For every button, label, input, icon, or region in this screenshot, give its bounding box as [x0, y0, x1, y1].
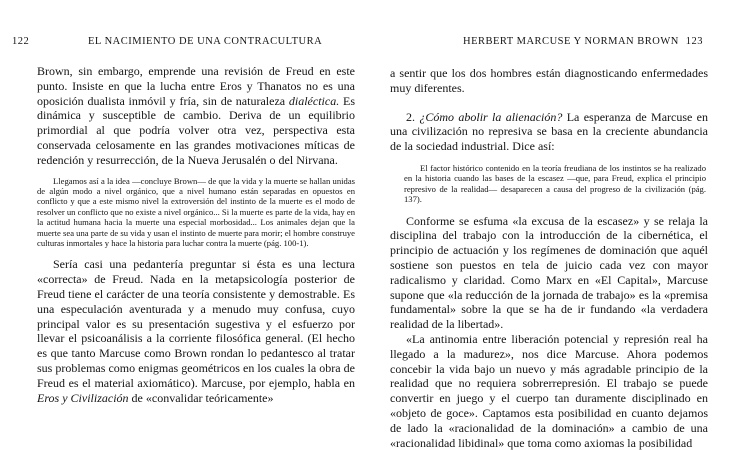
emphasis: dialéctica. — [288, 93, 340, 108]
paragraph: a sentir que los dos hombres están diagnosticando enfermedades muy diferentes. — [390, 66, 708, 95]
paragraph: «La antinomia entre liberación potencial y represión real ha llegado a la madurez», nos dice Marcuse. Ahora podemos concebir la vida bajo un nuevo y más agradable principio de la realidad que no requiera sobrerrepresión. El trabajo se puede convertir en juego y el cuerpo tan duramente disciplinado en «objeto de goce». Captamos esta posibilidad en cuanto dejamos de lado la «racionalidad de la dominación» a cambio de una «racionalidad libidinal» que toma como axiomas la posibilidad — [390, 331, 708, 450]
page-number: 122 — [12, 36, 30, 47]
emphasis: ¿Cómo abolir la alienación? — [419, 109, 563, 124]
paragraph: Conforme se esfuma «la excusa de la escasez» y se relaja la disciplina del trabajo con la introducción de la cibernética, el principio de actuación y los regímenes de dominación que aquél sostiene son puestos en tela de juicio cada vez con mayor radicalismo y claridad. Como Marx en «El Capital», Marcuse supone que «la reducción de la jornada de trabajo» es la «premisa fundamental» sobre la que se ha de ir fundando «la verdadera realidad de la libertad». — [390, 213, 708, 332]
page-body — [37, 64, 355, 405]
running-head: EL NACIMIENTO DE UNA CONTRACULTURA — [88, 36, 323, 47]
page-number: 123 — [685, 36, 703, 47]
block-quote: Llegamos así a la idea —concluye Brown— de que la vida y la muerte se hallan unidas de algún modo a nivel orgánico, que a nivel humano están separadas en opuestos en conflicto y que a este mismo nivel la extroversión del instinto de la muerte es el modo de resolver un conflicto que no existe a nivel orgánico... Si la muerte es parte de la vida, hay en la actitud humana hacia la muerte una especial morbosidad... Los animales dejan que la muerte sea una parte de su vida y usan el instinto de muerte para morir; el hombre construye culturas inmortales y hace la historia para luchar contra la muerte (pág. 100-1). — [37, 175, 355, 249]
paragraph: Sería casi una pedantería preguntar si ésta es una lectura «correcta» de Freud. Nada en la metapsicología posterior de Freud tiene el carácter de una teoría consistente y demostrable. Es una especulación aventurada y a menudo muy confusa, cuyo principal valor es su presentación sugestiva y el esfuerzo por llevar el psicoanálisis a la corriente filosófica general. (El hecho es que tanto Marcuse como Brown rondan lo pedantesco al tratar sus problemas como enigmas geométricos en los cuales la obra de Freud es el material axiomático). Marcuse, por ejemplo, habla en Eros y Civilización de «convalidar teóricamente» — [37, 257, 355, 405]
paragraph: 2. ¿Cómo abolir la alienación? La esperanza de Marcuse en una civilización no represiva se basa en la creciente abundancia de la sociedad industrial. Dice así: — [390, 109, 709, 154]
running-head: HERBERT MARCUSE Y NORMAN BROWN — [463, 36, 679, 47]
left-page — [0, 0, 365, 405]
block-quote: El factor histórico contenido en la teoría freudiana de los instintos se ha realizado en la historia cuando las bases de la escasez —que, para Freud, explica el principio represivo de la realidad— desaparecen a causa del progreso de la civilización (pág. 137). — [404, 162, 706, 205]
emphasis: Eros y Civilización — [37, 390, 129, 405]
right-page — [365, 0, 730, 450]
paragraph: Brown, sin embargo, emprende una revisión de Freud en este punto. Insiste en que la lucha entre Eros y Thanatos no es una oposición dualista inmóvil y fría, sin de naturaleza dialéctica. Es dinámica y susceptible de cambio. Deriva de un equilibrio primordial al que podría volver otra vez, perspectiva esta conservada celosamente en las grandes motivaciones míticas de redención y resurrección, de la Nueva Jerusalén o del Nirvana. — [37, 64, 356, 167]
page-body — [390, 66, 708, 450]
